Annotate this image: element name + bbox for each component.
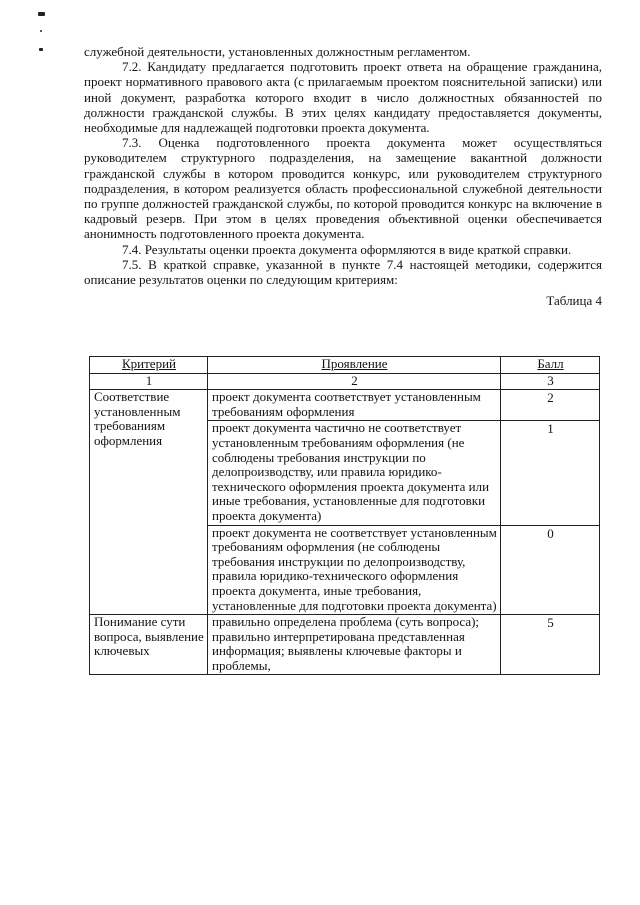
header-manifestation: Проявление <box>208 357 501 374</box>
table-row <box>90 615 600 675</box>
paragraph-7-4: 7.4. Результаты оценки проекта документа оформляются в виде краткой справки. <box>122 241 572 257</box>
paragraph-continuation: служебной деятельности, установленных должностным регламентом. <box>84 44 471 59</box>
scan-mark <box>39 48 43 51</box>
column-number: 2 <box>208 373 501 390</box>
criterion-name: Понимание сути вопроса, выявление ключевых <box>90 615 208 675</box>
paragraph-7-3: 7.3. Оценка подготовленного проекта документа может осуществляться руководителем структурного подразделения, на замещение вакантной должности гражданской службы в котором проводится конкурс, или руководителем структурного подразделения, в котором реализуется область профессиональной служебной деятельности по группе должностей гражданской службы, по которой проводится конкурс на включение в кадровый резерв. При этом в целях проведения объективной оценки обеспечивается анонимность подготовленного проекта документа. <box>84 135 602 242</box>
score-value: 0 <box>501 525 600 615</box>
paragraph-7-2: 7.2. Кандидату предлагается подготовить проект ответа на обращение гражданина, проект нормативного правового акта (с прилагаемым проектом пояснительной записки) или иной документ, разработка которого входит в число должностных обязанностей по должности гражданской службы. В этих целях кандидату предоставляется документы, необходимые для надлежащей подготовки проекта документа. <box>84 59 602 136</box>
column-number: 1 <box>90 373 208 390</box>
table-label: Таблица 4 <box>546 293 602 309</box>
table-row <box>90 390 600 421</box>
manifestation-text: проект документа соответствует установленным требованиям оформления <box>208 390 501 421</box>
manifestation-text: проект документа частично не соответствует установленным требованиям оформления (не соблюдены требования инструкции по делопроизводству, или правила юридико-технического оформления проекта документа или иные требования, установленные для подготовки проекта документа) <box>208 421 501 525</box>
criteria-table <box>89 356 600 675</box>
score-value: 2 <box>501 390 600 421</box>
paragraph-7-5: 7.5. В краткой справке, указанной в пункте 7.4 настоящей методики, содержится описание результатов оценки по следующим критериям: <box>84 256 602 288</box>
table-number-row <box>90 373 600 390</box>
table-header-row <box>90 357 600 374</box>
document-body <box>84 44 602 314</box>
header-criterion: Критерий <box>90 357 208 374</box>
scan-mark <box>38 12 45 16</box>
column-number: 3 <box>501 373 600 390</box>
score-value: 1 <box>501 421 600 525</box>
manifestation-text: правильно определена проблема (суть вопроса); правильно интерпретирована представленная информация; выявлены ключевые факторы и проблемы, <box>208 615 501 675</box>
scan-mark <box>40 30 42 32</box>
manifestation-text: проект документа не соответствует установленным требованиям оформления (не соблюдены требования инструкции по делопроизводству, правила юридико-технического оформления проекта документа, иные требования, установленные для подготовки проекта документа) <box>208 525 501 615</box>
score-value: 5 <box>501 615 600 675</box>
header-score: Балл <box>501 357 600 374</box>
criterion-name: Соответствие установленным требованиям оформления <box>90 390 208 615</box>
